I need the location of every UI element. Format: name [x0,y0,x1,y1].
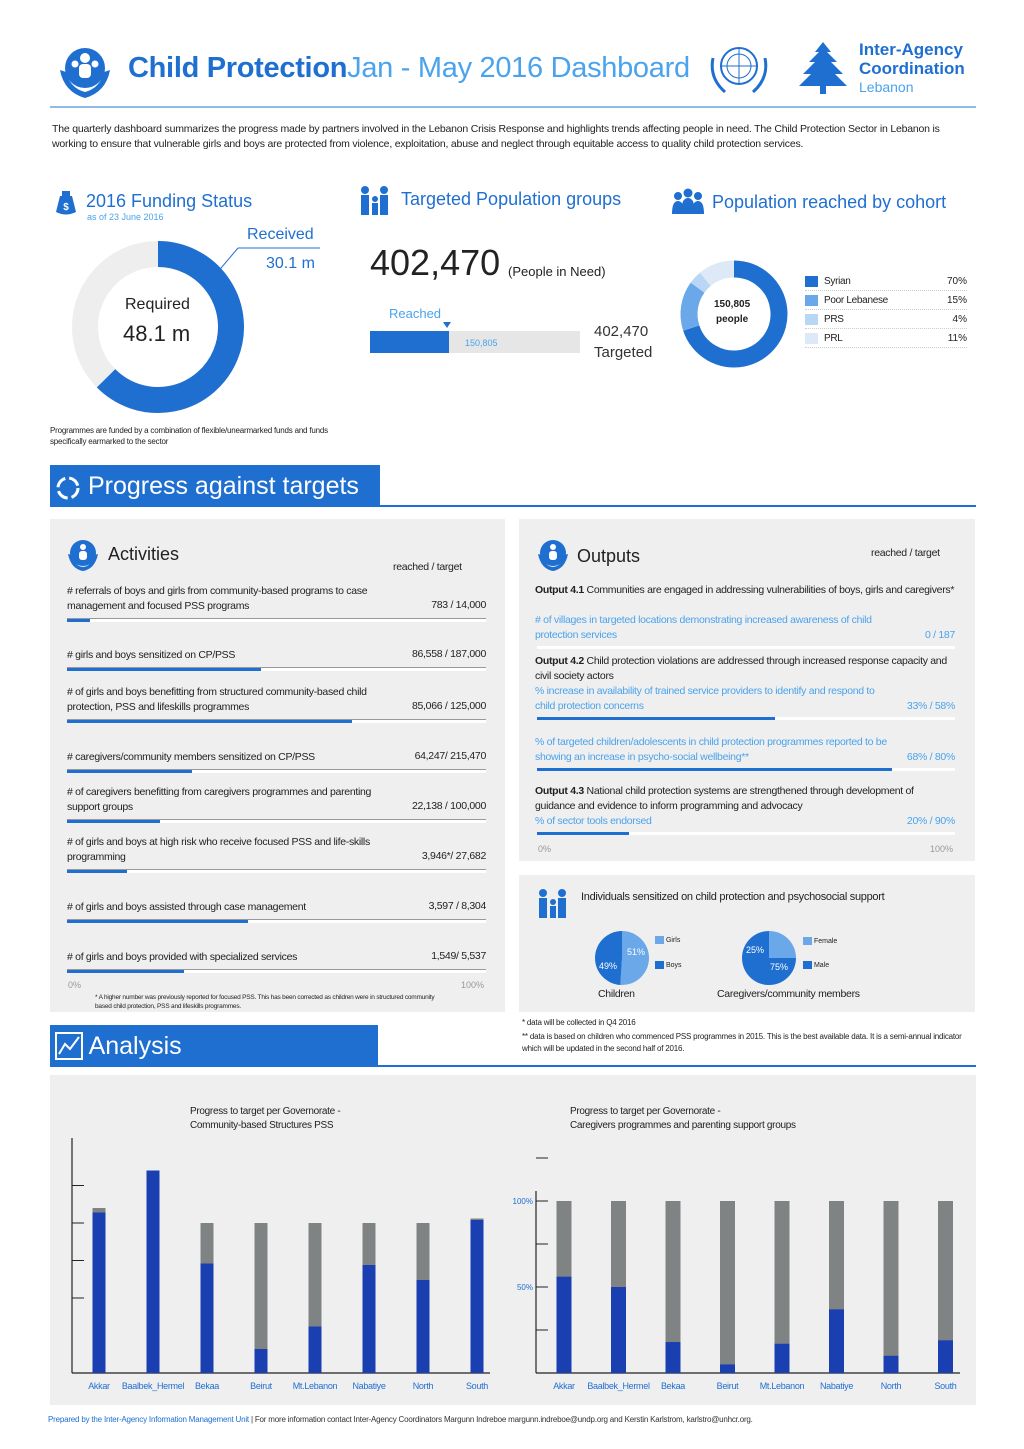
chart-title-line2: Community-based Structures PSS [190,1120,334,1131]
activity-label: # of caregivers benefitting from caregivers programmes and parenting support groups [67,786,372,813]
bar-reached [255,1349,268,1373]
activity-label: # of girls and boys benefitting from structured community-based child protection, PSS and lifeskills programmes [67,686,367,713]
y-tick-label: 50% [516,1283,533,1292]
org-name [859,40,965,97]
cohort-legend-row [805,291,967,310]
cohort-legend-swatch [805,333,818,344]
activities-reached-target-label: reached / target [393,561,462,573]
chart-title-line1: Progress to target per Governorate - [570,1106,721,1117]
governorate-chart-pss [55,1080,495,1400]
cohort-legend-pct: 11% [947,332,967,344]
footer [48,1415,753,1424]
bar-target [884,1201,899,1373]
children-legend-boys [655,961,682,969]
chart-title-line1: Progress to target per Governorate - [190,1106,341,1117]
cp-logo-icon [54,40,116,102]
cohort-legend-row [805,272,967,291]
cohort-center-label: people [716,314,749,325]
family-icon-2 [535,888,571,920]
activity-label: # referrals of boys and girls from community-based programs to case management and focused PSS programs [67,585,368,612]
bar-target [720,1201,735,1373]
cohort-slice-3 [705,269,734,279]
un-emblem-icon [703,38,775,98]
output-value: 68% / 80% [906,751,955,763]
children-boys-pct: 49% [599,961,618,971]
activities-icon [65,536,101,572]
output-bar-fill [537,768,892,771]
activities-title: Activities [108,544,180,564]
category-label: South [465,1381,489,1391]
legend-boys-label: Boys [665,961,682,969]
activity-value: 3,597 / 8,304 [428,900,486,912]
targeted-value: 402,470 [594,323,649,340]
footnote-2: ** data is based on children who commenced PSS programmes in 2015. This is the best available data. It is a semi-annual indicator which will be updated in the second half of 2016. [522,1032,962,1053]
cohort-legend-pct: 70% [946,275,967,287]
bar-reached [557,1277,572,1373]
reached-value: 150,805 [465,338,498,348]
y-tick-label: 100% [512,1197,533,1206]
children-legend-girls [655,936,680,944]
bar-reached [363,1265,376,1373]
svg-text:$: $ [63,202,69,213]
output-heading [535,654,955,684]
output-id: Output 4.3 [535,785,584,797]
cycle-icon [55,472,81,498]
activity-bar-fill [67,770,192,773]
output-indicator: % of targeted children/adolescents in child protection programmes reported to be showing an increase in psycho-social wellbeing** [535,736,887,763]
cohort-legend-swatch [805,295,818,306]
output-heading-text: Child protection violations are addressed through increased response capacity and civil society actors [535,655,947,682]
bar-reached [147,1171,160,1374]
children-pie [594,930,650,986]
legend-female-label: Female [813,937,838,945]
targeted-title: Targeted Population groups [401,189,622,209]
activities-note: * A higher number was previously reported for focused PSS. This has been corrected as children were in structured community based child protection, PSS and lifeskills programmes. [95,994,435,1010]
output-heading [535,784,955,814]
caregivers-label: Caregivers/community members [717,988,860,1000]
cedar-icon [795,40,851,96]
caregivers-pie [741,930,797,986]
title-bold: Child Protection [128,52,348,84]
activity-value: 3,946*/ 27,682 [421,850,486,862]
bar-reached [417,1280,430,1373]
outputs-title: Outputs [577,546,641,566]
page-title [128,52,690,85]
people-in-need-label: (People in Need) [508,264,606,279]
required-label: Required [125,296,190,313]
category-label: Baalbek_Hermel [587,1381,650,1391]
org-line3: Lebanon [859,79,914,95]
title-rest: Jan - May 2016 Dashboard [347,52,690,84]
chart-title [570,1106,796,1131]
bar-reached [666,1342,681,1373]
activity-bar-fill [67,720,352,723]
required-value: 48.1 m [123,321,191,346]
activity-bar-fill [67,820,160,823]
category-label: Nabatiye [819,1381,854,1391]
category-label: Bekaa [194,1381,220,1391]
output-value: 33% / 58% [906,700,955,712]
cohort-center-value: 150,805 [714,299,751,310]
activity-value: 783 / 14,000 [431,599,486,611]
intro-text: The quarterly dashboard summarizes the progress made by partners involved in the Lebanon Crisis Response and highlights trends affecting people in need. The Child Protection Sector in Lebanon is working to ensure that vulnerable girls and boys are protected from violence, exploitation, abuse and neglect through equitable access to quality child protection services. [52,123,940,150]
sensitized-title: Individuals sensitized on child protection and psychosocial support [581,891,885,903]
bar-reached [471,1220,484,1373]
activities-axis-start: 0% [68,980,82,990]
cohort-legend-swatch [805,276,818,287]
activity-bar-fill [67,619,90,622]
people-in-need-value: 402,470 [370,242,501,283]
funding-title: 2016 Funding Status [86,191,253,211]
cohort-legend-label: Poor Lebanese [824,294,888,306]
reached-label: Reached [389,306,442,321]
category-label: Beirut [716,1381,739,1391]
analysis-banner-label: Analysis [88,1032,182,1060]
progress-banner-label: Progress against targets [87,472,359,500]
cohort-legend-row [805,329,967,348]
cohort-slice-2 [698,279,706,287]
output-value: 0 / 187 [924,629,955,641]
output-value: 20% / 90% [906,815,955,827]
reached-marker-icon [443,322,451,328]
cohort-legend-label: PRL [824,332,843,344]
activity-value: 1,549/ 5,537 [431,950,486,962]
analysis-chart-icon [55,1031,83,1059]
activity-value: 85,066 / 125,000 [411,700,486,712]
cohort-legend-swatch [805,314,818,325]
cohort-legend-label: PRS [824,313,844,325]
activity-bar-track [67,618,486,622]
bar-reached [829,1309,844,1373]
footnote-1: * data will be collected in Q4 2016 [522,1018,636,1027]
governorate-chart-caregivers [505,1080,965,1400]
progress-banner-line [50,505,976,507]
activity-bar-track [67,869,486,873]
category-label: North [412,1381,434,1391]
activity-value: 64,247/ 215,470 [414,750,486,762]
activity-value: 22,138 / 100,000 [411,800,486,812]
bar-reached [93,1213,106,1374]
header-rule [50,106,976,108]
bar-reached [938,1340,953,1373]
bar-reached [611,1287,626,1373]
received-value: 30.1 m [266,255,315,272]
bar-reached [884,1356,899,1373]
output-indicator: # of villages in targeted locations demonstrating increased awareness of child protection services [535,614,872,641]
output-heading [535,583,955,598]
category-label: Mt.Lebanon [759,1381,805,1391]
caregivers-legend-female [803,937,837,945]
activity-label: # girls and boys sensitized on CP/PSS [67,649,236,661]
activity-bar-fill [67,920,248,923]
activities-axis-end: 100% [461,980,485,990]
cohort-legend [805,272,967,348]
category-label: North [880,1381,902,1391]
bar-reached [309,1327,322,1374]
children-slice-b [595,931,622,985]
org-line2: Coordination [859,59,965,78]
activity-label: # of girls and boys at high risk who receive focused PSS and life-skills programming [67,836,370,863]
caregivers-female-pct: 25% [746,945,765,955]
output-indicator: % of sector tools endorsed [535,815,652,827]
funding-note: Programmes are funded by a combination of flexible/unearmarked funds and funds specifically earmarked to the sector [50,426,328,446]
output-bar-fill [537,717,775,720]
cohort-legend-label: Syrian [824,275,851,287]
category-label: Akkar [88,1381,110,1391]
analysis-banner-line [50,1065,976,1067]
footer-contact: | For more information contact Inter-Agency Coordinators Margunn Indreboe margunn.indreboe@undp.org and Kerstin Karlstrom, karlstro@unhcr.org. [250,1415,753,1424]
category-label: Mt.Lebanon [292,1381,338,1391]
cohort-legend-pct: 4% [952,313,967,325]
activity-label: # of girls and boys assisted through case management [67,901,306,913]
activity-bar-fill [67,870,127,873]
chart-title [190,1106,340,1131]
bar-reached [201,1264,214,1374]
targeted-label: Targeted [594,344,653,361]
cohort-slice-1 [689,288,698,328]
activity-label: # caregivers/community members sensitized on CP/PSS [67,751,315,763]
category-label: Akkar [553,1381,575,1391]
analysis-banner [50,1025,378,1067]
category-label: South [934,1381,957,1391]
bar-reached [720,1364,735,1373]
category-label: Beirut [250,1381,272,1391]
cohort-legend-row [805,310,967,329]
activity-bar-fill [67,970,184,973]
bar-reached [775,1344,790,1373]
org-line1: Inter-Agency [859,40,963,59]
category-label: Bekaa [660,1381,686,1391]
outputs-reached-target-label: reached / target [871,547,940,559]
activity-bar-fill [67,668,261,671]
caregivers-slice-a [769,931,796,958]
chart-title-line2: Caregivers programmes and parenting support groups [570,1120,796,1131]
footer-prepared: Prepared by the Inter-Agency Information Management Unit [48,1415,249,1424]
category-label: Nabatiye [352,1381,386,1391]
children-girls-pct: 51% [627,947,646,957]
activity-value: 86,558 / 187,000 [411,648,486,660]
cohort-legend-pct: 15% [946,294,967,306]
legend-girls-label: Girls [665,936,681,944]
outputs-axis-start: 0% [538,844,552,854]
family-icon [357,185,393,217]
received-label: Received [247,226,314,243]
caregivers-male-pct: 75% [770,962,789,972]
cohort-title: Population reached by cohort [712,192,947,212]
received-callout-line [210,245,330,285]
output-id: Output 4.2 [535,655,584,667]
legend-male-label: Male [813,961,830,969]
output-id: Output 4.1 [535,584,584,596]
output-bar-track [537,646,955,649]
outputs-icon [535,536,571,572]
children-slice-a [620,931,649,985]
output-indicator: % increase in availability of trained service providers to identify and respond to child protection concerns [535,685,875,712]
money-icon [54,190,78,216]
activity-label: # of girls and boys provided with specialized services [67,951,298,963]
children-label: Children [598,988,635,1000]
caregivers-legend-male [803,961,829,969]
reached-bar-fill [370,331,449,353]
output-bar-fill [537,832,629,835]
progress-banner [50,465,380,507]
crowd-icon [670,188,706,216]
funding-asof: as of 23 June 2016 [87,212,164,222]
output-heading-text: Communities are engaged in addressing vulnerabilities of boys, girls and caregivers* [583,584,955,596]
outputs-axis-end: 100% [930,844,954,854]
output-heading-text: National child protection systems are strengthened through development of guidance and evidence to inform programming and advocacy [535,785,914,812]
category-label: Baalbek_Hermel [121,1381,185,1391]
